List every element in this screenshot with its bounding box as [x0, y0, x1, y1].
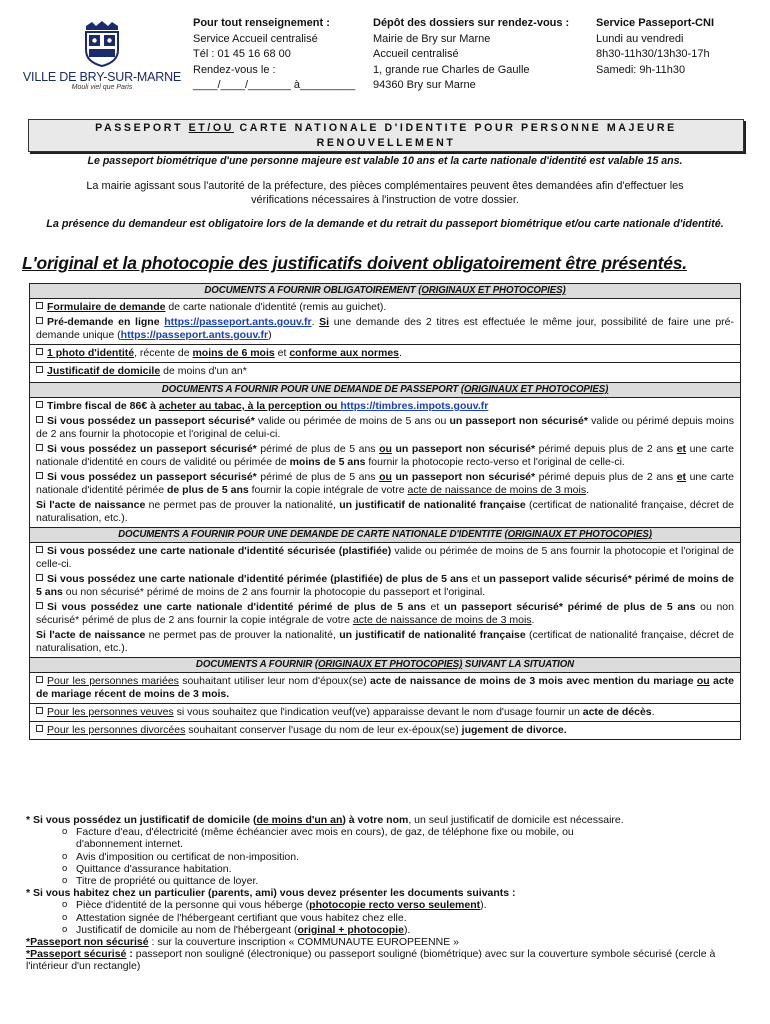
table-row: Justificatif de domicile de moins d'un an*: [30, 363, 740, 383]
note-hosted: * Si vous habitez chez un particulier (parents, ami) vous devez présenter les documents suivants :: [26, 887, 516, 900]
section-header-mandatory: DOCUMENTS A FOURNIR OBLIGATOIREMENT (ORIGINAUX ET PHOTOCOPIES): [30, 284, 740, 299]
contact-column: [193, 16, 368, 94]
list-item: o Quittance d'assurance habitation.: [26, 863, 746, 875]
checkbox-icon: [36, 302, 43, 309]
list-item: o Avis d'imposition ou certificat de non-imposition.: [26, 851, 746, 863]
mairie-notice: La mairie agissant sous l'autorité de la préfecture, des pièces complémentaires peuvent êtes demandées afin d'effectuer les vérifications nécessaires à l'instruction de votre dossier.: [86, 180, 684, 206]
table-row: [30, 398, 740, 528]
address-line: Accueil centralisé: [373, 48, 459, 60]
originals-heading: L'original et la photocopie des justificatifs doivent obligatoirement être présentés.: [22, 253, 687, 273]
section-header-situation: DOCUMENTS A FOURNIR (ORIGINAUX ET PHOTOCOPIES) SUIVANT LA SITUATION: [30, 658, 740, 673]
hours-title: Service Passeport-CNI: [596, 17, 714, 29]
checkbox-icon: [36, 707, 43, 714]
document-title: [28, 119, 744, 152]
list-item: o Justificatif de domicile au nom de l'hébergeant (original + photocopie).: [26, 924, 746, 936]
table-row: Pour les personnes divorcées souhaitant conserver l'usage du nom de leur ex-époux(se) jugement de divorce.: [30, 722, 740, 739]
list-item: Formulaire de demande de carte nationale d'identité (remis au guichet).: [36, 301, 734, 314]
town-logo: [22, 18, 182, 98]
list-item: Si vous possédez un passeport sécurisé* périmé de plus de 5 ans ou un passeport non sécurisé* périmé depuis plus de 2 ans et une carte nationale d'identité périmée de plus de 5 ans fournir la copie intégrale de votre acte de naissance de moins de 3 mois.: [36, 471, 735, 496]
section-header-id-card: DOCUMENTS A FOURNIR POUR UNE DEMANDE DE CARTE NATIONALE D'IDENTITE (ORIGINAUX ET PHOTOCOPIES): [30, 528, 740, 543]
address-line: Mairie de Bry sur Marne: [373, 32, 491, 45]
list-item: Si vous possédez un passeport sécurisé* périmé de plus de 5 ans ou un passeport non sécurisé* périmé depuis plus de 2 ans et une carte nationale d'identité en cours de validité ou périmée de moins de 5 ans fournir la photocopie recto-verso et l'original de celle-ci.: [36, 443, 735, 468]
town-motto: Mouli viel que Paris: [71, 84, 133, 91]
checkbox-icon: [36, 348, 43, 355]
address-line: 94360 Bry sur Marne: [373, 79, 476, 91]
checkbox-icon: [36, 444, 43, 451]
presence-notice: La présence du demandeur est obligatoire lors de la demande et du retrait du passeport biométrique et/ou carte nationale d'identité.: [46, 218, 724, 230]
note-secure-passport: *Passeport sécurisé : passeport non souligné (électronique) ou passeport souligné (biométrique) avec sur la couverture symbole sécurisé (cercle à l'intérieur d'un rectangle): [26, 948, 716, 973]
hours-line: Samedi: 9h-11h30: [596, 63, 686, 76]
checkbox-icon: [36, 676, 43, 683]
checkbox-icon: [36, 416, 43, 423]
table-row: [30, 543, 740, 658]
hours-line: Lundi au vendredi: [596, 32, 684, 45]
checkbox-icon: [36, 472, 43, 479]
list-item: o Pièce d'identité de la personne qui vous héberge (photocopie recto verso seulement).: [26, 899, 746, 911]
hours-line: 8h30-11h30/13h30-17h: [596, 48, 710, 60]
note-domicile: * Si vous possédez un justificatif de domicile (de moins d'un an) à votre nom, un seul justificatif de domicile est nécessaire.: [26, 814, 624, 826]
list-item: Si l'acte de naissance ne permet pas de prouver la nationalité, un justificatif de nationalité française (certificat de nationalité française, décret de naturalisation, etc.).: [36, 499, 734, 524]
contact-title: Pour tout renseignement :: [193, 17, 330, 29]
documents-table: [29, 283, 741, 740]
list-item: o Facture d'eau, d'électricité (même échéancier avec mois en cours), de gaz, de téléphone fixe ou mobile, ou: [26, 826, 746, 838]
checkbox-icon: [36, 401, 43, 408]
list-item: Si l'acte de naissance ne permet pas de prouver la nationalité, un justificatif de nationalité française (certificat de nationalité française, décret de naturalisation, etc.).: [36, 629, 734, 654]
checkbox-icon: [36, 602, 43, 609]
title-text: PASSEPORT: [95, 122, 189, 134]
table-row: Pour les personnes mariées souhaitant utiliser leur nom d'époux(se) acte de naissance de moins de 3 mois avec mention du mariage ou acte de mariage récent de moins de 3 mois.: [30, 673, 740, 704]
list-item: o Attestation signée de l'hébergeant certifiant que vous habitez chez elle.: [26, 912, 746, 924]
list-item-continuation: d'abonnement internet.: [76, 838, 184, 851]
table-row: 1 photo d'identité, récente de moins de 6 mois et conforme aux normes.: [30, 345, 740, 363]
checkbox-icon: [36, 317, 43, 324]
address-line: 1, grande rue Charles de Gaulle: [373, 63, 530, 76]
table-row: [30, 299, 740, 345]
title-subtitle: RENOUVELLEMENT: [316, 137, 456, 149]
deposit-column: [373, 16, 588, 94]
hours-column: [596, 16, 761, 78]
section-header-passport: DOCUMENTS A FOURNIR POUR UNE DEMANDE DE PASSEPORT (ORIGINAUX ET PHOTOCOPIES): [30, 383, 740, 398]
list-item: Timbre fiscal de 86€ à acheter au tabac, à la perception ou https://timbres.impots.gouv.fr: [36, 400, 734, 413]
contact-phone[interactable]: Tél : 01 45 16 68 00: [193, 48, 291, 60]
title-text: CARTE NATIONALE D'IDENTITE POUR PERSONNE MAJEURE: [234, 122, 677, 134]
checkbox-icon: [36, 574, 43, 581]
footnotes: [26, 814, 746, 973]
contact-line: Rendez-vous le :: [193, 63, 276, 76]
list-item: Si vous possédez une carte nationale d'identité périmée (plastifiée) de plus de 5 ans et un passeport valide sécurisé* périmé de moins de 5 ans ou non sécurisé* périmé de moins de 2 ans fournir la photocopie du passeport et l'original.: [36, 573, 735, 598]
list-item: Pré-demande en ligne https://passeport.ants.gouv.fr. Si une demande des 2 titres est effectuée le même jour, possibilité de faire une pré-demande unique (https://passeport.ants.gouv.fr): [36, 316, 735, 341]
town-name: VILLE DE BRY-SUR-MARNE: [22, 70, 182, 84]
list-item: Si vous possédez une carte nationale d'identité sécurisée (plastifiée) valide ou périmée de moins de 5 ans fournir la photocopie et l'original de celle-ci.: [36, 545, 734, 570]
contact-line: Service Accueil centralisé: [193, 32, 318, 45]
validity-notice: Le passeport biométrique d'une personne majeure est valable 10 ans et la carte nationale d'identité est valable 15 ans.: [87, 155, 683, 167]
timbres-link[interactable]: https://timbres.impots.gouv.fr: [340, 400, 489, 412]
ants-link[interactable]: https://passeport.ants.gouv.fr: [164, 316, 312, 328]
ants-link[interactable]: https://passeport.ants.gouv.fr: [120, 329, 269, 341]
appointment-date-blank: ____/____/_______ à_________: [193, 79, 356, 91]
checkbox-icon: [36, 366, 43, 373]
list-item: Si vous possédez une carte nationale d'identité périmé de plus de 5 ans et un passeport sécurisé* périmé de plus de 5 ans ou non sécurisé* périmé de plus de 2 ans fournir la copie intégrale de votre acte de naissance de moins de 3 mois.: [36, 601, 734, 626]
note-non-secure-passport: *Passeport non sécurisé : sur la couverture inscription « COMMUNAUTE EUROPEENNE »: [26, 936, 459, 949]
title-text-underlined: ET/OU: [188, 122, 234, 134]
checkbox-icon: [36, 725, 43, 732]
table-row: Pour les personnes veuves si vous souhaitez que l'indication veuf(ve) apparaisse devant le nom d'usage fournir un acte de décès.: [30, 704, 740, 722]
list-item: o Titre de propriété ou quittance de loyer.: [26, 875, 746, 887]
list-item: Si vous possédez un passeport sécurisé* valide ou périmée de moins de 5 ans ou un passeport non sécurisé* valide ou périmé depuis moins de 2 ans fournir la photocopie et l'original de celui-ci.: [36, 415, 734, 440]
coat-of-arms-icon: [80, 18, 124, 68]
checkbox-icon: [36, 546, 43, 553]
deposit-title: Dépôt des dossiers sur rendez-vous :: [373, 17, 570, 29]
